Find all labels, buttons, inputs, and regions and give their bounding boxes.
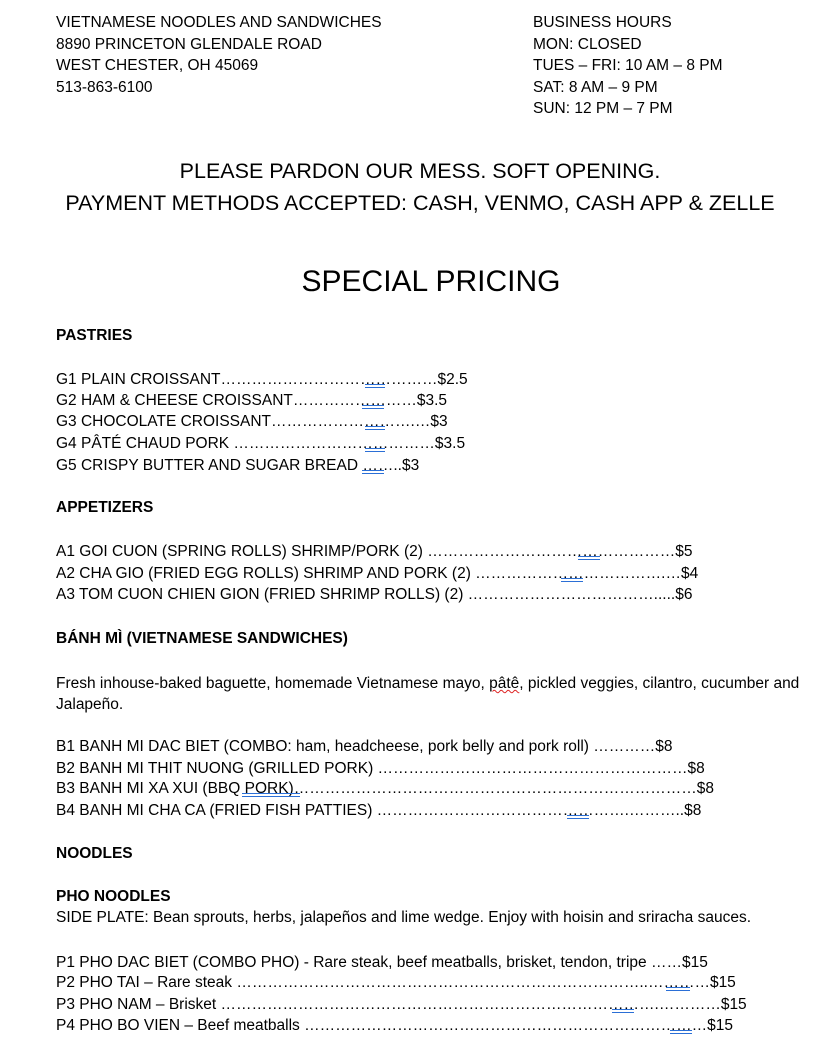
side-plate-note: SIDE PLATE: Bean sprouts, herbs, jalapeños and lime wedge. Enjoy with hoisin and sriracha sauces. [56, 909, 752, 926]
edit-mark [362, 470, 384, 474]
menu-item: B1 BANH MI DAC BIET (COMBO: ham, headcheese, pork belly and pork roll) …………$8 [56, 738, 673, 755]
edit-mark [365, 426, 385, 430]
description-text: , pickled veggies, cilantro, cucumber and Jalapeño. [56, 675, 800, 713]
menu-item: A2 CHA GIO (FRIED EGG ROLLS) SHRIMP AND PORK (2) ……………………………….…$4 [56, 565, 699, 582]
edit-mark [561, 578, 583, 582]
menu-item: P1 PHO DAC BIET (COMBO PHO) - Rare steak, beef meatballs, brisket, tendon, tripe ……$15 [56, 954, 708, 971]
menu-item: B2 BANH MI THIT NUONG (GRILLED PORK) ……………………………………………………$8 [56, 760, 705, 777]
menu-item: P4 PHO BO VIEN – Beef meatballs ……………………………………………………………………$15 [56, 1017, 733, 1034]
section-heading-banh-mi: BÁNH MÌ (VIETNAMESE SANDWICHES) [56, 630, 348, 647]
menu-item: B3 BANH MI XA XUI (BBQ PORK)……………………………………………………………………$8 [56, 780, 714, 797]
section-heading-appetizers: APPETIZERS [56, 499, 154, 516]
description-text: Fresh inhouse-baked baguette, homemade Vietnamese mayo, [56, 675, 490, 692]
restaurant-name: VIETNAMESE NOODLES AND SANDWICHES [56, 14, 382, 31]
hours-heading: BUSINESS HOURS [533, 14, 672, 31]
menu-item: G1 PLAIN CROISSANT……………………………………$2.5 [56, 371, 468, 388]
misspelled-word: pâtê [489, 675, 520, 692]
edit-mark [567, 815, 589, 819]
edit-mark [578, 556, 600, 560]
edit-mark [612, 1009, 634, 1013]
edit-mark [670, 1030, 692, 1034]
menu-item: P2 PHO TAI – Rare steak ……………………………………………………………………..…………$15 [56, 974, 736, 991]
subsection-heading-pho: PHO NOODLES [56, 888, 171, 905]
hours-sat: SAT: 8 AM – 9 PM [533, 78, 658, 96]
restaurant-city: WEST CHESTER, OH 45069 [56, 57, 259, 74]
edit-mark [666, 987, 690, 991]
edit-mark [365, 384, 385, 388]
menu-item: A1 GOI CUON (SPRING ROLLS) SHRIMP/PORK (2) …………………………………………$5 [56, 543, 693, 560]
edit-mark [362, 405, 384, 409]
notice-payment-methods: PAYMENT METHODS ACCEPTED: CASH, VENMO, CASH APP & ZELLE [65, 191, 775, 215]
restaurant-info [56, 12, 382, 98]
menu-item: A3 TOM CUON CHIEN GION (FRIED SHRIMP ROLLS) (2) ……………………………….....$6 [56, 586, 693, 603]
menu-item: G3 CHOCOLATE CROISSANT……………………….…$3 [56, 413, 448, 430]
business-hours [533, 12, 723, 120]
restaurant-address: 8890 PRINCETON GLENDALE ROAD [56, 35, 322, 53]
edit-mark [242, 793, 300, 797]
section-heading-noodles: NOODLES [56, 845, 133, 862]
page-title: SPECIAL PRICING [301, 265, 561, 298]
hours-tue-fri: TUES – FRI: 10 AM – 8 PM [533, 57, 723, 74]
restaurant-phone: 513-863-6100 [56, 78, 153, 96]
menu-item: G5 CRISPY BUTTER AND SUGAR BREAD ……..$3 [56, 457, 420, 474]
hours-mon: MON: CLOSED [533, 35, 642, 53]
menu-item: G4 PÂTÉ CHAUD PORK …………………………………$3.5 [56, 435, 466, 452]
menu-item: B4 BANH MI CHA CA (FRIED FISH PATTIES) ………………………………………….………..$8 [56, 802, 702, 819]
banh-mi-description [56, 673, 816, 715]
notice-soft-opening: PLEASE PARDON OUR MESS. SOFT OPENING. [179, 159, 661, 183]
menu-item: G2 HAM & CHEESE CROISSANT……………………$3.5 [56, 392, 448, 409]
hours-sun: SUN: 12 PM – 7 PM [533, 100, 673, 117]
menu-item: P3 PHO NAM – Brisket ………………………………………………………………………….…………$15 [56, 996, 747, 1013]
edit-mark [365, 448, 385, 452]
section-heading-pastries: PASTRIES [56, 327, 133, 344]
